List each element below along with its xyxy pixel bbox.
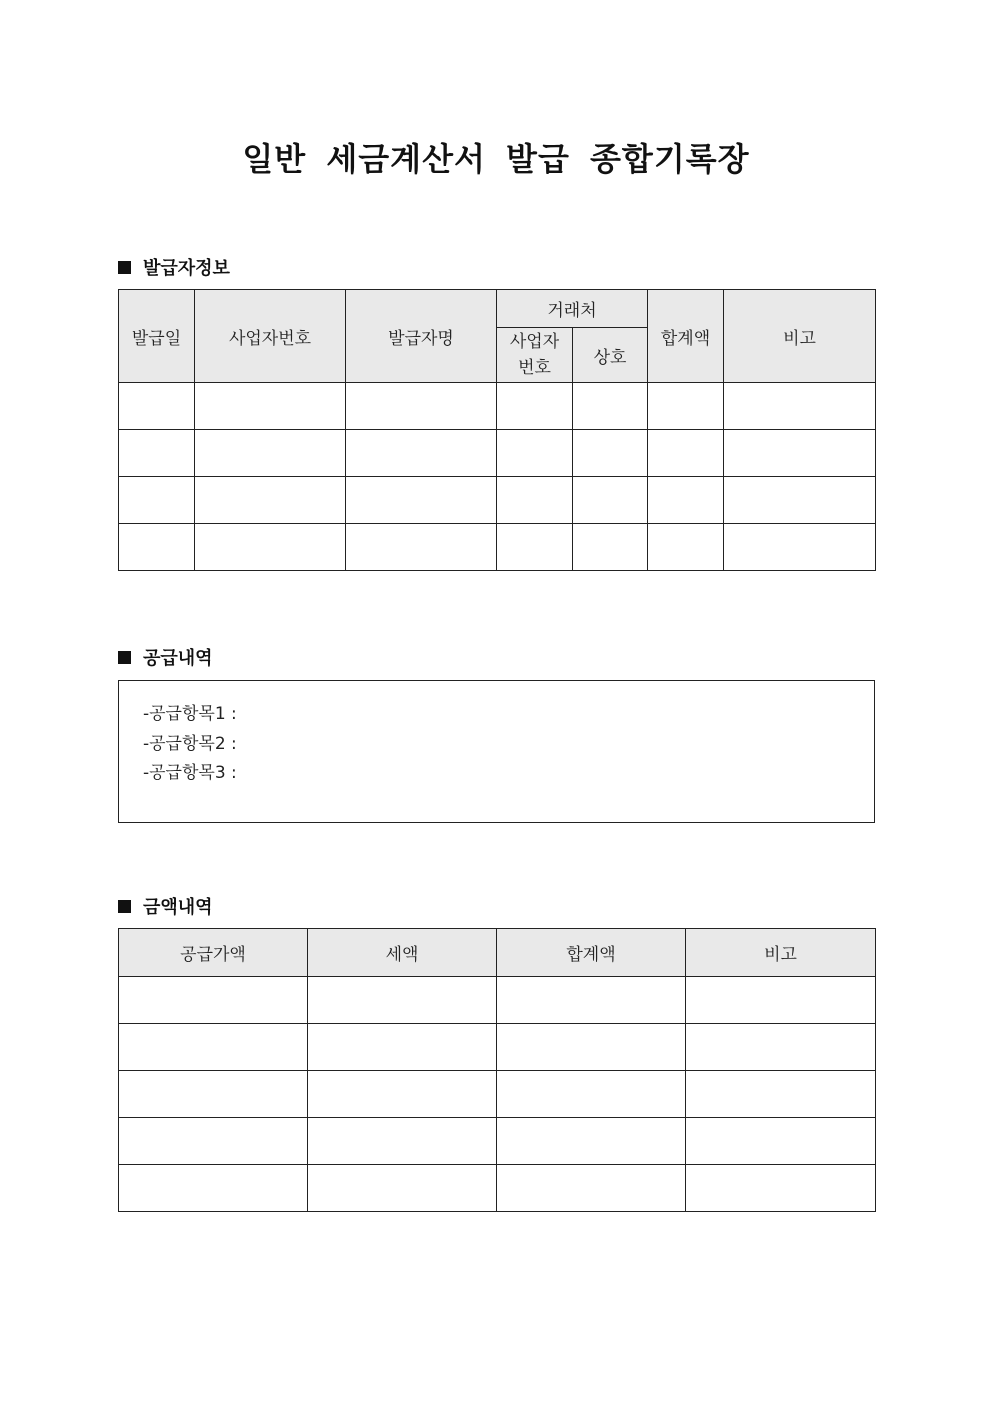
- table-cell[interactable]: [195, 477, 346, 524]
- table-cell[interactable]: [497, 1024, 686, 1071]
- table-row: [119, 477, 876, 524]
- table-cell[interactable]: [686, 1118, 876, 1165]
- table-cell[interactable]: [346, 383, 497, 430]
- table-cell[interactable]: [308, 1118, 497, 1165]
- issuer-info-table: [118, 289, 876, 571]
- table-cell[interactable]: [119, 383, 195, 430]
- amount-section-heading: [118, 893, 213, 919]
- header-remarks: 비고: [686, 929, 876, 977]
- table-cell[interactable]: [497, 524, 573, 571]
- supply-section-heading-label: 공급내역: [143, 648, 213, 669]
- table-cell[interactable]: [573, 430, 648, 477]
- table-cell[interactable]: [497, 1165, 686, 1212]
- table-cell[interactable]: [119, 1071, 308, 1118]
- table-cell[interactable]: [497, 1118, 686, 1165]
- table-cell[interactable]: [119, 430, 195, 477]
- table-cell[interactable]: [686, 1024, 876, 1071]
- header-counterparty: 거래처: [497, 290, 648, 328]
- header-business-number: 사업자번호: [195, 290, 346, 383]
- header-tax-amount: 세액: [308, 929, 497, 977]
- table-row: [119, 524, 876, 571]
- supply-item: -공급항목2 :: [143, 733, 237, 754]
- table-row: [119, 1024, 876, 1071]
- table-cell[interactable]: [497, 1071, 686, 1118]
- table-cell[interactable]: [346, 430, 497, 477]
- header-total-amount: 합계액: [648, 290, 724, 383]
- document-title: 일반 세금계산서 발급 종합기록장: [242, 140, 750, 178]
- table-row: [119, 977, 876, 1024]
- table-cell[interactable]: [573, 524, 648, 571]
- table-row: [119, 1165, 876, 1212]
- square-bullet-icon: [118, 261, 131, 274]
- supply-item: -공급항목3 :: [143, 763, 237, 783]
- issuer-section-heading: [118, 254, 230, 280]
- header-issue-date: 발급일: [119, 290, 195, 383]
- table-cell[interactable]: [195, 430, 346, 477]
- supply-item-list: [119, 681, 874, 789]
- table-cell[interactable]: [195, 383, 346, 430]
- table-row: [119, 430, 876, 477]
- table-cell[interactable]: [573, 477, 648, 524]
- header-issuer-name: 발급자명: [346, 290, 497, 383]
- table-cell[interactable]: [308, 1024, 497, 1071]
- header-remarks: 비고: [724, 290, 876, 383]
- table-cell[interactable]: [308, 1165, 497, 1212]
- table-cell[interactable]: [648, 430, 724, 477]
- header-counterparty-trade-name: 상호: [573, 328, 648, 383]
- supply-section-heading: [118, 644, 213, 670]
- table-row: [119, 1071, 876, 1118]
- amount-details-table: [118, 928, 876, 1212]
- table-cell[interactable]: [497, 383, 573, 430]
- table-cell[interactable]: [308, 977, 497, 1024]
- table-cell[interactable]: [497, 977, 686, 1024]
- table-cell[interactable]: [648, 524, 724, 571]
- table-cell[interactable]: [119, 477, 195, 524]
- table-cell[interactable]: [119, 524, 195, 571]
- table-cell[interactable]: [648, 477, 724, 524]
- table-cell[interactable]: [686, 977, 876, 1024]
- square-bullet-icon: [118, 900, 131, 913]
- header-line: 번호: [518, 358, 551, 378]
- table-cell[interactable]: [497, 477, 573, 524]
- table-cell[interactable]: [497, 430, 573, 477]
- header-counterparty-business-number: [497, 328, 573, 383]
- table-row: [119, 383, 876, 430]
- issuer-section-heading-label: 발급자정보: [143, 258, 230, 279]
- header-supply-value: 공급가액: [119, 929, 308, 977]
- table-cell[interactable]: [346, 524, 497, 571]
- table-cell[interactable]: [308, 1071, 497, 1118]
- header-line: 사업자: [509, 332, 560, 352]
- table-cell[interactable]: [686, 1165, 876, 1212]
- table-cell[interactable]: [686, 1071, 876, 1118]
- table-cell[interactable]: [724, 477, 876, 524]
- table-cell[interactable]: [573, 383, 648, 430]
- table-cell[interactable]: [119, 1118, 308, 1165]
- table-cell[interactable]: [119, 1024, 308, 1071]
- amount-section-heading-label: 금액내역: [143, 897, 213, 918]
- table-cell[interactable]: [724, 430, 876, 477]
- table-cell[interactable]: [195, 524, 346, 571]
- table-row: [119, 1118, 876, 1165]
- header-total-amount: 합계액: [497, 929, 686, 977]
- table-cell[interactable]: [724, 524, 876, 571]
- square-bullet-icon: [118, 651, 131, 664]
- table-cell[interactable]: [119, 977, 308, 1024]
- table-cell[interactable]: [346, 477, 497, 524]
- table-cell[interactable]: [648, 383, 724, 430]
- supply-details-box[interactable]: [118, 680, 875, 823]
- supply-item: -공급항목1 :: [143, 704, 237, 724]
- table-cell[interactable]: [724, 383, 876, 430]
- table-cell[interactable]: [119, 1165, 308, 1212]
